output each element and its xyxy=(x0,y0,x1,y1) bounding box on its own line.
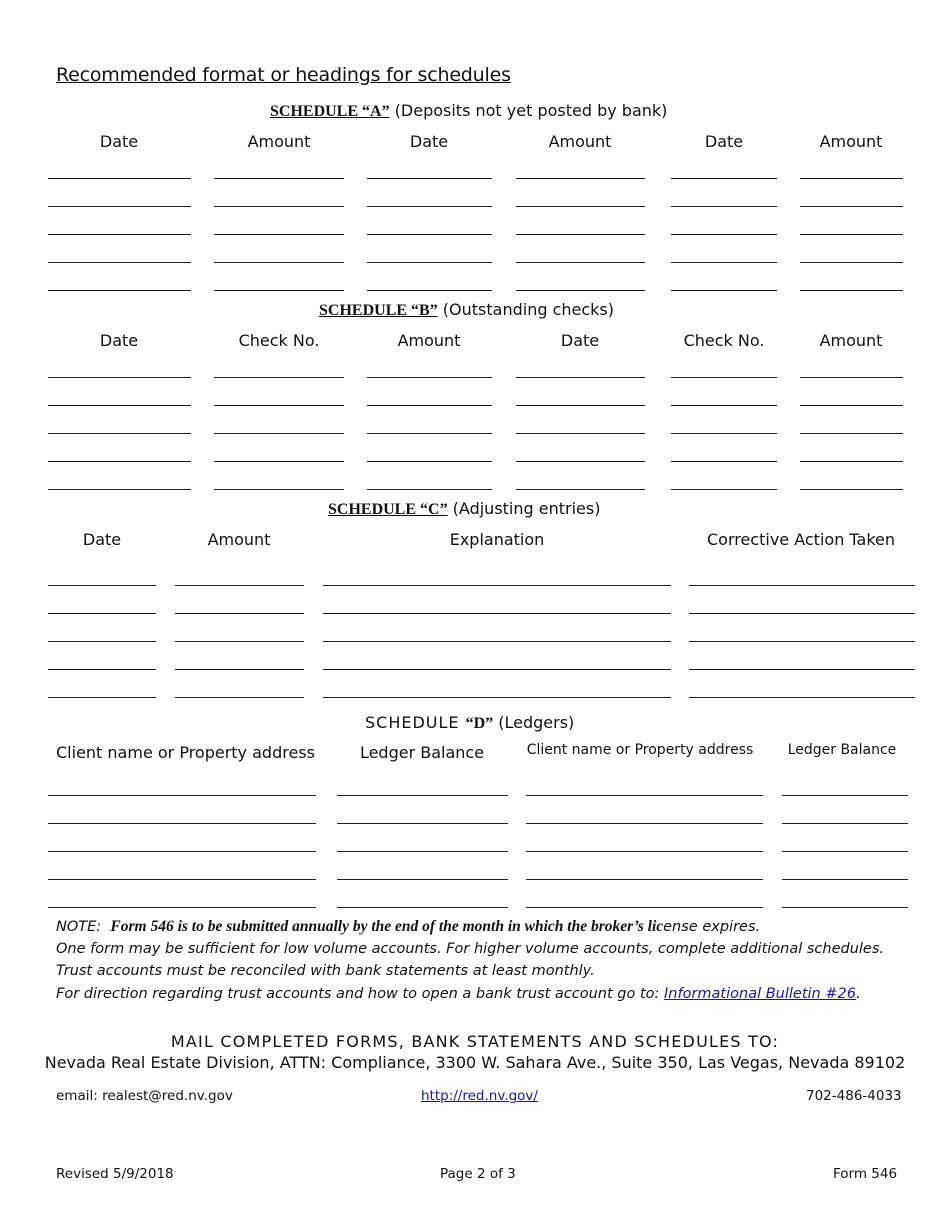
schedule-a-line-r2-c3 xyxy=(367,206,492,207)
note-prefix: NOTE: xyxy=(56,919,102,935)
schedule-c-line-r3-c2 xyxy=(175,641,304,642)
schedule-c-title xyxy=(328,499,600,519)
schedule-c-label: SCHEDULE “C” xyxy=(328,501,448,518)
schedule-a-line-r5-c4 xyxy=(516,290,645,291)
schedule-c-line-r3-c4 xyxy=(689,641,915,642)
schedule-d-header-balance-1: Ledger Balance xyxy=(359,743,485,762)
schedule-a-line-r5-c2 xyxy=(214,290,344,291)
schedule-b-line-r5-c5 xyxy=(671,489,777,490)
schedule-b-line-r4-c4 xyxy=(516,461,645,462)
schedule-a-line-r3-c6 xyxy=(800,234,903,235)
schedule-a-line-r3-c2 xyxy=(214,234,344,235)
schedule-d-line-r4-c1 xyxy=(48,879,316,880)
footer-page-number: Page 2 of 3 xyxy=(440,1166,516,1182)
schedule-c-line-r1-c1 xyxy=(48,585,156,586)
schedule-d-line-r4-c2 xyxy=(337,879,508,880)
schedule-a-header-date-3: Date xyxy=(704,132,744,151)
note-line-1-rest: ense expires. xyxy=(663,919,761,935)
schedule-b-header-date-2: Date xyxy=(560,331,600,350)
schedule-a-line-r5-c5 xyxy=(671,290,777,291)
schedule-d-line-r4-c4 xyxy=(782,879,908,880)
schedule-a-line-r4-c4 xyxy=(516,262,645,263)
note-bold-text: Form 546 is to be submitted annually by the end of the month in which the broker’s lic xyxy=(110,918,664,935)
schedule-a-line-r2-c1 xyxy=(48,206,191,207)
schedule-d-label: “D” xyxy=(465,715,494,732)
schedule-a-line-r1-c1 xyxy=(48,178,191,179)
schedule-a-line-r3-c3 xyxy=(367,234,492,235)
schedule-a-line-r2-c2 xyxy=(214,206,344,207)
schedule-b-header-check-1: Check No. xyxy=(238,331,320,350)
schedule-c-line-r2-c1 xyxy=(48,613,156,614)
schedule-d-line-r1-c4 xyxy=(782,795,908,796)
schedule-b-line-r2-c6 xyxy=(800,405,903,406)
schedule-c-line-r3-c3 xyxy=(323,641,671,642)
schedule-a-line-r5-c3 xyxy=(367,290,492,291)
schedule-d-line-r1-c3 xyxy=(526,795,763,796)
schedule-a-header-amount-1: Amount xyxy=(247,132,311,151)
schedule-c-line-r1-c4 xyxy=(689,585,915,586)
contact-phone: 702-486-4033 xyxy=(806,1088,902,1104)
schedule-d-header-client-1: Client name or Property address xyxy=(56,743,315,762)
schedule-a-line-r2-c5 xyxy=(671,206,777,207)
schedule-d-line-r3-c4 xyxy=(782,851,908,852)
schedule-c-line-r4-c1 xyxy=(48,669,156,670)
schedule-b-line-r2-c3 xyxy=(367,405,492,406)
schedule-d-line-r3-c3 xyxy=(526,851,763,852)
schedule-a-line-r4-c1 xyxy=(48,262,191,263)
schedule-b-header-date-1: Date xyxy=(99,331,139,350)
schedule-b-line-r1-c2 xyxy=(214,377,344,378)
contact-email: email: realest@red.nv.gov xyxy=(56,1088,233,1104)
schedule-b-line-r3-c5 xyxy=(671,433,777,434)
schedule-b-line-r4-c3 xyxy=(367,461,492,462)
schedule-d-line-r2-c1 xyxy=(48,823,316,824)
mail-address: Nevada Real Estate Division, ATTN: Compliance, 3300 W. Sahara Ave., Suite 350, Las Vegas, Nevada 89102 xyxy=(44,1053,906,1072)
note-line-4-text: For direction regarding trust accounts and how to open a bank trust account go to: xyxy=(56,986,664,1002)
schedule-b-header-check-2: Check No. xyxy=(683,331,765,350)
schedule-a-line-r3-c1 xyxy=(48,234,191,235)
schedule-a-header-date-2: Date xyxy=(409,132,449,151)
schedule-d-header-client-2: Client name or Property address xyxy=(526,742,754,758)
schedule-c-header-corrective-action: Corrective Action Taken xyxy=(706,530,896,549)
schedule-a-line-r1-c2 xyxy=(214,178,344,179)
schedule-d-line-r5-c2 xyxy=(337,907,508,908)
schedule-d-line-r2-c3 xyxy=(526,823,763,824)
schedule-b-header-amount-1: Amount xyxy=(397,331,461,350)
schedule-b-line-r4-c2 xyxy=(214,461,344,462)
schedule-d-line-r3-c1 xyxy=(48,851,316,852)
page-title: Recommended format or headings for schedules xyxy=(56,64,511,86)
schedule-c-line-r5-c3 xyxy=(323,697,671,698)
schedule-d-line-r5-c1 xyxy=(48,907,316,908)
schedule-b-line-r1-c1 xyxy=(48,377,191,378)
schedule-a-title xyxy=(270,101,667,121)
schedule-a-header-amount-3: Amount xyxy=(819,132,883,151)
note-line-3: Trust accounts must be reconciled with bank statements at least monthly. xyxy=(56,963,595,979)
schedule-b-line-r4-c6 xyxy=(800,461,903,462)
website-link[interactable]: http://red.nv.gov/ xyxy=(421,1088,538,1104)
schedule-a-line-r2-c4 xyxy=(516,206,645,207)
schedule-d-line-r1-c2 xyxy=(337,795,508,796)
schedule-b-line-r2-c1 xyxy=(48,405,191,406)
schedule-c-desc: (Adjusting entries) xyxy=(447,499,601,518)
schedule-a-header-date-1: Date xyxy=(99,132,139,151)
schedule-b-line-r4-c5 xyxy=(671,461,777,462)
schedule-a-line-r4-c3 xyxy=(367,262,492,263)
note-line-2: One form may be sufficient for low volume accounts. For higher volume accounts, complete additional schedules. xyxy=(56,941,885,957)
schedule-c-line-r4-c4 xyxy=(689,669,915,670)
schedule-b-line-r5-c4 xyxy=(516,489,645,490)
informational-bulletin-link[interactable]: Informational Bulletin #26 xyxy=(664,986,856,1002)
schedule-a-line-r5-c6 xyxy=(800,290,903,291)
schedule-c-line-r5-c4 xyxy=(689,697,915,698)
schedule-d-line-r5-c3 xyxy=(526,907,763,908)
schedule-a-header-amount-2: Amount xyxy=(548,132,612,151)
schedule-b-line-r3-c1 xyxy=(48,433,191,434)
note-line-4 xyxy=(56,986,861,1002)
footer-revised: Revised 5/9/2018 xyxy=(56,1166,174,1182)
schedule-b-line-r1-c6 xyxy=(800,377,903,378)
schedule-b-line-r3-c2 xyxy=(214,433,344,434)
schedule-d-line-r3-c2 xyxy=(337,851,508,852)
schedule-c-line-r5-c2 xyxy=(175,697,304,698)
schedule-d-line-r2-c4 xyxy=(782,823,908,824)
schedule-c-line-r2-c3 xyxy=(323,613,671,614)
schedule-b-line-r5-c2 xyxy=(214,489,344,490)
schedule-b-line-r3-c6 xyxy=(800,433,903,434)
schedule-c-line-r5-c1 xyxy=(48,697,156,698)
schedule-b-line-r2-c4 xyxy=(516,405,645,406)
schedule-b-title xyxy=(319,300,614,320)
schedule-b-line-r3-c4 xyxy=(516,433,645,434)
note-line-1 xyxy=(56,918,760,936)
schedule-a-line-r3-c4 xyxy=(516,234,645,235)
schedule-a-line-r1-c5 xyxy=(671,178,777,179)
schedule-a-label: SCHEDULE “A” xyxy=(270,103,390,120)
schedule-a-desc: (Deposits not yet posted by bank) xyxy=(389,101,668,120)
schedule-b-line-r4-c1 xyxy=(48,461,191,462)
schedule-c-line-r2-c4 xyxy=(689,613,915,614)
schedule-b-line-r2-c5 xyxy=(671,405,777,406)
schedule-d-title xyxy=(365,713,574,733)
schedule-c-line-r2-c2 xyxy=(175,613,304,614)
schedule-a-line-r5-c1 xyxy=(48,290,191,291)
schedule-c-line-r4-c3 xyxy=(323,669,671,670)
schedule-a-line-r1-c3 xyxy=(367,178,492,179)
schedule-b-line-r5-c6 xyxy=(800,489,903,490)
schedule-c-header-amount: Amount xyxy=(207,530,271,549)
schedule-d-header-balance-2: Ledger Balance xyxy=(787,742,897,758)
schedule-d-label-prefix: SCHEDULE xyxy=(365,713,466,732)
schedule-d-line-r2-c2 xyxy=(337,823,508,824)
schedule-b-line-r5-c3 xyxy=(367,489,492,490)
schedule-b-line-r3-c3 xyxy=(367,433,492,434)
schedule-c-line-r1-c3 xyxy=(323,585,671,586)
schedule-b-line-r1-c3 xyxy=(367,377,492,378)
schedule-b-header-amount-2: Amount xyxy=(819,331,883,350)
schedule-c-line-r3-c1 xyxy=(48,641,156,642)
schedule-b-line-r2-c2 xyxy=(214,405,344,406)
schedule-c-line-r4-c2 xyxy=(175,669,304,670)
schedule-a-line-r1-c4 xyxy=(516,178,645,179)
schedule-b-line-r5-c1 xyxy=(48,489,191,490)
mail-heading: MAIL COMPLETED FORMS, BANK STATEMENTS AND SCHEDULES TO: xyxy=(170,1032,780,1051)
schedule-a-line-r2-c6 xyxy=(800,206,903,207)
schedule-a-line-r3-c5 xyxy=(671,234,777,235)
footer-form-number: Form 546 xyxy=(833,1166,898,1182)
schedule-c-line-r1-c2 xyxy=(175,585,304,586)
schedule-a-line-r1-c6 xyxy=(800,178,903,179)
schedule-d-desc: (Ledgers) xyxy=(493,713,575,732)
schedule-a-line-r4-c2 xyxy=(214,262,344,263)
schedule-c-header-explanation: Explanation xyxy=(449,530,545,549)
schedule-b-label: SCHEDULE “B” xyxy=(319,302,438,319)
schedule-b-desc: (Outstanding checks) xyxy=(437,300,614,319)
schedule-b-line-r1-c5 xyxy=(671,377,777,378)
schedule-d-line-r5-c4 xyxy=(782,907,908,908)
note-line-4-end: . xyxy=(855,986,861,1002)
schedule-d-line-r4-c3 xyxy=(526,879,763,880)
schedule-d-line-r1-c1 xyxy=(48,795,316,796)
schedule-a-line-r4-c6 xyxy=(800,262,903,263)
schedule-b-line-r1-c4 xyxy=(516,377,645,378)
schedule-a-line-r4-c5 xyxy=(671,262,777,263)
schedule-c-header-date: Date xyxy=(82,530,122,549)
